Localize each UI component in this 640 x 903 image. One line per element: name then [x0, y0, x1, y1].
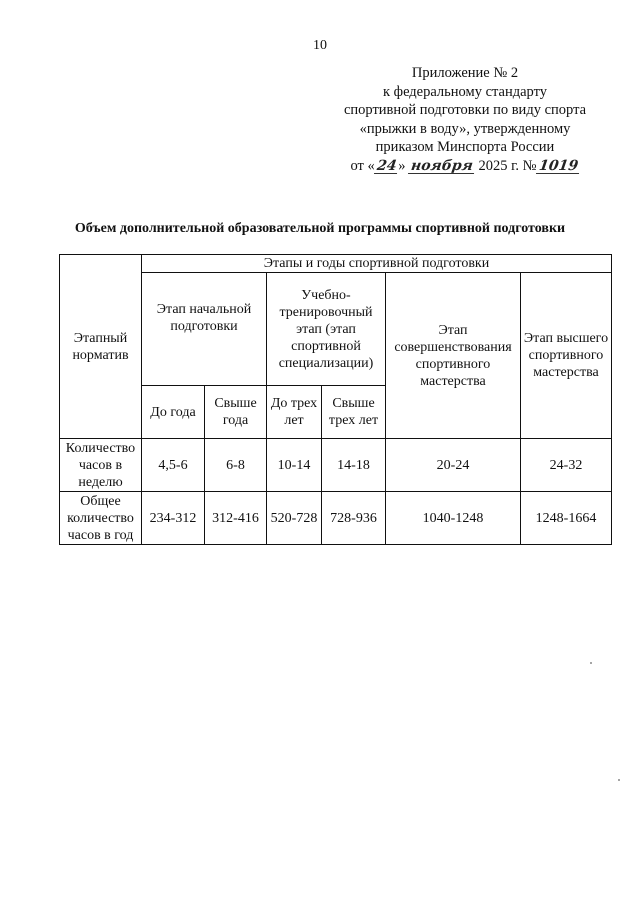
header-stage-initial: Этап начальной подготовки [142, 273, 267, 386]
table-cell: 6-8 [205, 439, 267, 492]
table-cell: 728-936 [322, 492, 386, 545]
table-row [60, 439, 612, 492]
order-day-handwritten: 24 [375, 157, 398, 174]
header-stages: Этапы и годы спортивной подготовки [142, 255, 612, 273]
table-cell: 24-32 [521, 439, 612, 492]
table-cell: 20-24 [386, 439, 521, 492]
scan-speck [618, 779, 620, 781]
header-stage-training: Учебно-тренировочный этап (этап спортивной специализации) [267, 273, 386, 386]
document-title: Объем дополнительной образовательной программы спортивной подготовки [74, 221, 566, 236]
order-mid: » [398, 157, 406, 174]
header-stage-improvement: Этап совершенствования спортивного мастерства [386, 273, 521, 439]
header-stage-highest: Этап высшего спортивного мастерства [521, 273, 612, 439]
table-cell: 312-416 [205, 492, 267, 545]
appendix-line-sport: спортивной подготовки по виду спорта [343, 102, 587, 118]
appendix-line-order: приказом Минспорта России [375, 139, 555, 155]
appendix-line-standard: к федеральному стандарту [383, 83, 547, 100]
subheader-over-three: Свыше трех лет [322, 386, 386, 439]
table-cell: 1248-1664 [521, 492, 612, 545]
subheader-up-to-year: До года [142, 386, 205, 439]
order-date-line [330, 157, 600, 176]
order-year: 2025 г. № [478, 157, 537, 174]
table-cell: 10-14 [267, 439, 322, 492]
subheader-up-to-three: До трех лет [267, 386, 322, 439]
norms-table [59, 254, 612, 545]
appendix-line-discipline: «прыжки в воду», утвержденному [359, 120, 571, 137]
order-number-handwritten: 1019 [537, 157, 579, 174]
row-label: Количество часов в неделю [60, 439, 142, 492]
page-number: 10 [313, 38, 327, 53]
appendix-header [330, 64, 600, 175]
table-cell: 234-312 [142, 492, 205, 545]
row-label: Общее количество часов в год [60, 492, 142, 545]
table-cell: 4,5-6 [142, 439, 205, 492]
table-cell: 14-18 [322, 439, 386, 492]
header-norm: Этапный норматив [60, 255, 142, 439]
table-row [60, 492, 612, 545]
order-prefix: от « [350, 157, 375, 174]
subheader-over-year: Свыше года [205, 386, 267, 439]
scan-speck [590, 662, 592, 664]
appendix-title: Приложение № 2 [411, 65, 519, 81]
table-cell: 1040-1248 [386, 492, 521, 545]
order-month-handwritten: ноября [410, 157, 475, 174]
table-cell: 520-728 [267, 492, 322, 545]
